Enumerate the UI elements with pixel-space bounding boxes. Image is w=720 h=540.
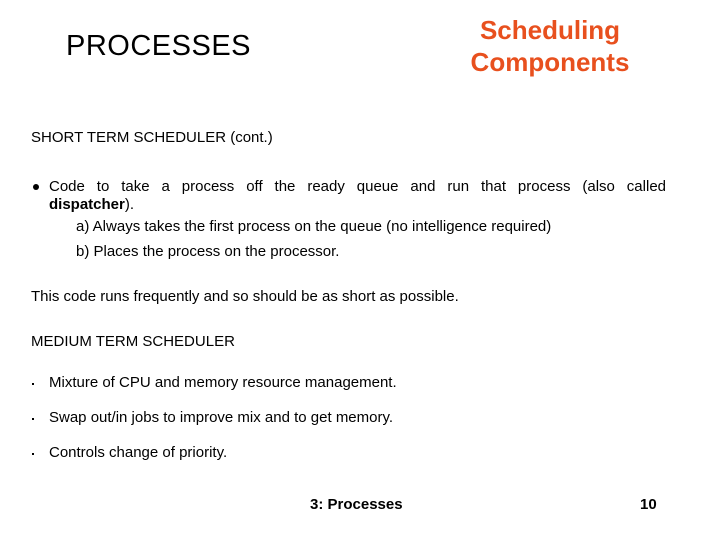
short-term-note: This code runs frequently and so should be as short as possible.	[31, 288, 459, 305]
slide-title: PROCESSES	[66, 30, 251, 62]
medium-term-heading: MEDIUM TERM SCHEDULER	[31, 333, 235, 350]
footer-chapter: 3: Processes	[310, 496, 403, 513]
page-number: 10	[640, 496, 657, 513]
bullet-icon	[33, 184, 39, 190]
dispatcher-keyword: dispatcher	[49, 196, 125, 213]
bullet-icon	[32, 383, 34, 385]
bullet-icon	[32, 453, 34, 455]
short-term-heading: SHORT TERM SCHEDULER (cont.)	[31, 129, 273, 146]
bullet-icon	[32, 418, 34, 420]
medium-item-2: Swap out/in jobs to improve mix and to get memory.	[49, 409, 394, 426]
subtitle-line-1: Scheduling	[479, 15, 621, 45]
medium-item-1: Mixture of CPU and memory resource management.	[49, 374, 397, 391]
short-term-bullet-line2	[49, 196, 134, 213]
sub-item-a: a) Always takes the first process on the queue (no intelligence required)	[76, 218, 552, 235]
medium-item-3: Controls change of priority.	[49, 444, 228, 461]
sub-item-b: b) Places the process on the processor.	[76, 243, 340, 260]
short-term-bullet-line1: Code to take a process off the ready queue and run that process (also called	[49, 178, 666, 195]
bullet-end: ).	[124, 196, 135, 213]
slide-subtitle	[448, 14, 652, 78]
subtitle-line-2: Components	[470, 47, 630, 77]
